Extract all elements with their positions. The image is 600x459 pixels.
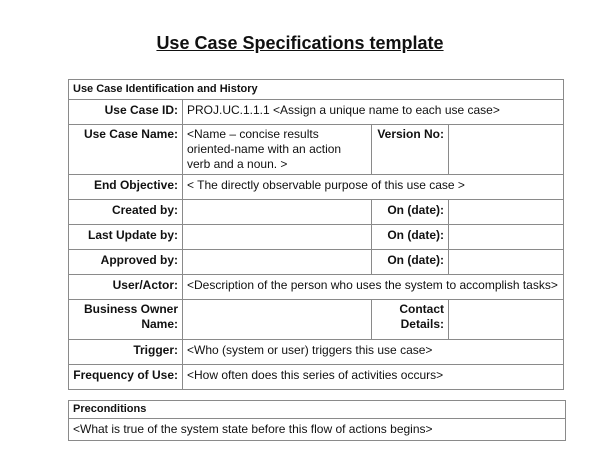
trigger-value[interactable]: <Who (system or user) triggers this use case> <box>183 340 564 365</box>
version-value[interactable] <box>449 125 564 175</box>
created-on-label: On (date): <box>372 200 449 225</box>
user-actor-value[interactable]: <Description of the person who uses the system to accomplish tasks> <box>183 275 564 300</box>
frequency-of-use-label: Frequency of Use: <box>69 365 183 390</box>
frequency-of-use-value[interactable]: <How often does this series of activities occurs> <box>183 365 564 390</box>
created-by-label: Created by: <box>69 200 183 225</box>
user-actor-label: User/Actor: <box>69 275 183 300</box>
approved-by-value[interactable] <box>183 250 372 275</box>
use-case-id-value[interactable]: PROJ.UC.1.1.1 <Assign a unique name to each use case> <box>183 100 564 125</box>
preconditions-table <box>68 400 566 441</box>
page-title: Use Case Specifications template <box>156 33 444 53</box>
created-by-value[interactable] <box>183 200 372 225</box>
last-update-on-value[interactable] <box>449 225 564 250</box>
business-owner-value[interactable] <box>183 300 372 340</box>
use-case-id-label: Use Case ID: <box>69 100 183 125</box>
last-update-on-label: On (date): <box>372 225 449 250</box>
section-identification-title: Use Case Identification and History <box>69 80 564 100</box>
use-case-name-value[interactable]: <Name – concise results oriented-name with an action verb and a noun. > <box>183 125 372 175</box>
trigger-label: Trigger: <box>69 340 183 365</box>
business-owner-label: Business Owner Name: <box>69 300 183 340</box>
contact-details-label: Contact Details: <box>372 300 449 340</box>
version-label: Version No: <box>372 125 449 175</box>
use-case-identification-table <box>68 79 564 390</box>
approved-on-value[interactable] <box>449 250 564 275</box>
end-objective-value[interactable]: < The directly observable purpose of this use case > <box>183 175 564 200</box>
last-update-value[interactable] <box>183 225 372 250</box>
approved-on-label: On (date): <box>372 250 449 275</box>
created-on-value[interactable] <box>449 200 564 225</box>
contact-details-value[interactable] <box>449 300 564 340</box>
section-preconditions-title: Preconditions <box>69 401 566 419</box>
end-objective-label: End Objective: <box>69 175 183 200</box>
use-case-name-label: Use Case Name: <box>69 125 183 175</box>
preconditions-value[interactable]: <What is true of the system state before this flow of actions begins> <box>69 419 566 441</box>
last-update-label: Last Update by: <box>69 225 183 250</box>
approved-by-label: Approved by: <box>69 250 183 275</box>
